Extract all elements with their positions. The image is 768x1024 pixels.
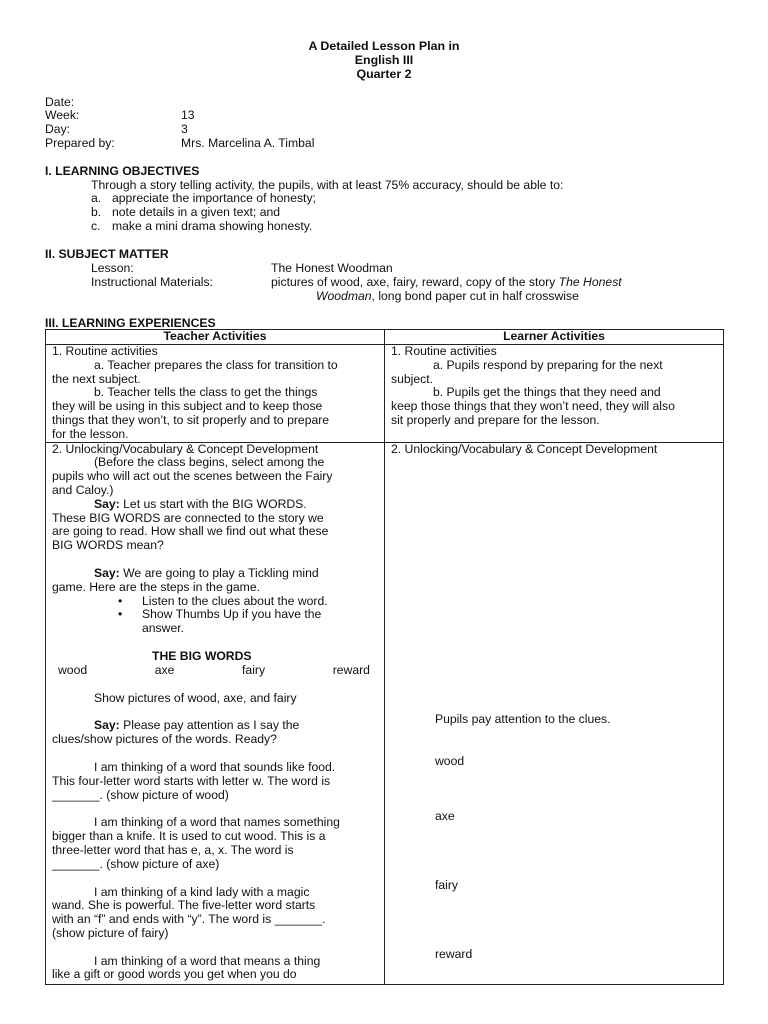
clue-wood-3: _______. (show picture of wood) bbox=[52, 787, 229, 802]
unlocking-row bbox=[46, 442, 724, 984]
show-pictures: Show pictures of wood, axe, and fairy bbox=[94, 690, 297, 705]
learner-attention: Pupils pay attention to the clues. bbox=[435, 711, 611, 726]
prepared-by-value: Mrs. Marcelina A. Timbal bbox=[181, 136, 315, 150]
say-2-line1 bbox=[52, 567, 378, 581]
big-words-list bbox=[52, 664, 378, 678]
teacher-routine-b-1: b. Teacher tells the class to get the things bbox=[94, 385, 318, 400]
teacher-routine-a-1: a. Teacher prepares the class for transition to bbox=[94, 357, 338, 372]
clue-axe-2: bigger than a knife. It is used to cut wood. This is a bbox=[52, 829, 326, 844]
clue-fairy-1: I am thinking of a kind lady with a magic bbox=[94, 884, 310, 899]
materials-label: Instructional Materials: bbox=[91, 275, 213, 289]
big-word-wood: wood bbox=[58, 662, 88, 677]
clue-wood-2: This four-letter word starts with letter w. The word is bbox=[52, 773, 331, 788]
say-1-line1 bbox=[52, 498, 378, 512]
objectives-intro: Through a story telling activity, the pupils, with at least 75% accuracy, should be able to: bbox=[91, 178, 564, 192]
learner-routine-b-2: keep those things that they won’t need, they will also bbox=[391, 399, 675, 414]
lesson-value: The Honest Woodman bbox=[271, 261, 393, 275]
game-step-2-cont: answer. bbox=[142, 621, 185, 636]
say-3-text: Please pay attention as I say the bbox=[119, 718, 300, 733]
answer-wood: wood bbox=[435, 753, 465, 768]
experiences-heading: III. LEARNING EXPERIENCES bbox=[45, 316, 216, 330]
learner-routine-a-2: subject. bbox=[391, 371, 434, 386]
say-3-line1 bbox=[52, 719, 378, 733]
teacher-activities-header: Teacher Activities bbox=[46, 330, 385, 345]
learner-routine-title: 1. Routine activities bbox=[391, 344, 497, 358]
objective-letter-b: b. bbox=[91, 205, 102, 219]
routine-row bbox=[46, 345, 724, 443]
teacher-unlock-title: 2. Unlocking/Vocabulary & Concept Development bbox=[52, 441, 319, 456]
materials-text: pictures of wood, axe, fairy, reward, copy of the story bbox=[271, 275, 559, 289]
teacher-routine-cell bbox=[46, 345, 385, 443]
objective-item-b: note details in a given text; and bbox=[112, 205, 281, 219]
answer-axe: axe bbox=[435, 808, 455, 823]
objectives-heading: I. LEARNING OBJECTIVES bbox=[45, 164, 200, 178]
objective-item-c: make a mini drama showing honesty. bbox=[112, 219, 313, 233]
say-2-text: We are going to play a Tickling mind bbox=[119, 565, 319, 580]
answer-fairy: fairy bbox=[435, 877, 459, 892]
big-words-title: THE BIG WORDS bbox=[152, 648, 252, 663]
before-class-3: and Caloy.) bbox=[52, 482, 114, 497]
say-3-line2: clues/show pictures of the words. Ready? bbox=[52, 732, 277, 747]
week-value: 13 bbox=[181, 108, 195, 122]
teacher-unlocking-cell bbox=[46, 442, 385, 984]
lesson-label: Lesson: bbox=[91, 261, 134, 275]
story-title-italic: The Honest bbox=[558, 275, 622, 289]
learner-unlock-title: 2. Unlocking/Vocabulary & Concept Development bbox=[391, 441, 658, 456]
week-label: Week: bbox=[45, 108, 80, 122]
prepared-by-label: Prepared by: bbox=[45, 136, 115, 150]
teacher-routine-b-4: for the lesson. bbox=[52, 426, 129, 441]
say-2-line2: game. Here are the steps in the game. bbox=[52, 579, 260, 594]
clue-axe-3: three-letter word that has e, a, x. The word is bbox=[52, 842, 294, 857]
learner-routine-a-1: a. Pupils respond by preparing for the next bbox=[433, 357, 663, 372]
objective-item-a: appreciate the importance of honesty; bbox=[112, 191, 316, 205]
doc-title-line2: English III bbox=[354, 53, 414, 67]
answer-reward: reward bbox=[435, 946, 473, 961]
game-step-2: • Show Thumbs Up if you have the bbox=[52, 608, 378, 622]
materials-text-2: , long bond paper cut in half crosswise bbox=[371, 289, 579, 303]
big-word-reward: reward bbox=[332, 662, 370, 677]
teacher-routine-a-2: the next subject. bbox=[52, 371, 141, 386]
activities-table bbox=[45, 329, 724, 985]
before-class-1: (Before the class begins, select among the bbox=[94, 455, 325, 470]
say-1-line2: These BIG WORDS are connected to the story we bbox=[52, 510, 324, 525]
say-1-line3: are going to read. How shall we find out what these bbox=[52, 524, 329, 539]
clue-fairy-2: wand. She is powerful. The five-letter word starts bbox=[52, 898, 316, 913]
before-class-2: pupils who will act out the scenes between the Fairy bbox=[52, 469, 333, 484]
learner-activities-header: Learner Activities bbox=[385, 330, 724, 345]
date-label: Date: bbox=[45, 95, 75, 109]
clue-axe-4: _______. (show picture of axe) bbox=[52, 856, 220, 871]
clue-fairy-4: (show picture of fairy) bbox=[52, 925, 169, 940]
game-step-1: • Listen to the clues about the word. bbox=[52, 595, 378, 609]
clue-reward-1: I am thinking of a word that means a thing bbox=[94, 953, 321, 968]
say-1-line4: BIG WORDS mean? bbox=[52, 538, 164, 553]
teacher-routine-b-3: things that they won’t, to sit properly and to prepare bbox=[52, 412, 330, 427]
big-word-fairy: fairy bbox=[242, 662, 266, 677]
say-label: Say: bbox=[94, 718, 120, 733]
objective-letter-c: c. bbox=[91, 219, 101, 233]
doc-title-line1: A Detailed Lesson Plan in bbox=[308, 39, 460, 53]
say-label: Say: bbox=[94, 565, 120, 580]
day-label: Day: bbox=[45, 122, 71, 136]
materials-value-line2 bbox=[316, 289, 579, 303]
table-header-row bbox=[46, 330, 724, 345]
clue-reward-2: like a gift or good words you get when you do bbox=[52, 967, 297, 982]
objective-letter-a: a. bbox=[91, 191, 102, 205]
big-word-axe: axe bbox=[154, 662, 175, 677]
learner-routine-b-3: sit properly and prepare for the lesson. bbox=[391, 412, 600, 427]
subject-heading: II. SUBJECT MATTER bbox=[45, 247, 169, 261]
teacher-routine-b-2: they will be using in this subject and to keep those bbox=[52, 399, 323, 414]
say-1-text: Let us start with the BIG WORDS. bbox=[119, 496, 307, 511]
learner-routine-cell bbox=[385, 345, 724, 443]
doc-title-line3: Quarter 2 bbox=[356, 67, 412, 81]
clue-fairy-3: with an “f” and ends with “y”. The word is _______. bbox=[52, 912, 326, 927]
clue-wood-1: I am thinking of a word that sounds like food. bbox=[94, 759, 336, 774]
teacher-routine-title: 1. Routine activities bbox=[52, 344, 158, 358]
day-value: 3 bbox=[181, 122, 188, 136]
materials-value-line1 bbox=[271, 275, 622, 289]
learner-unlocking-cell bbox=[385, 442, 724, 984]
say-label: Say: bbox=[94, 496, 120, 511]
story-title-italic-2: Woodman bbox=[316, 289, 372, 303]
learner-routine-b-1: b. Pupils get the things that they need and bbox=[433, 385, 661, 400]
clue-axe-1: I am thinking of a word that names something bbox=[94, 815, 340, 830]
